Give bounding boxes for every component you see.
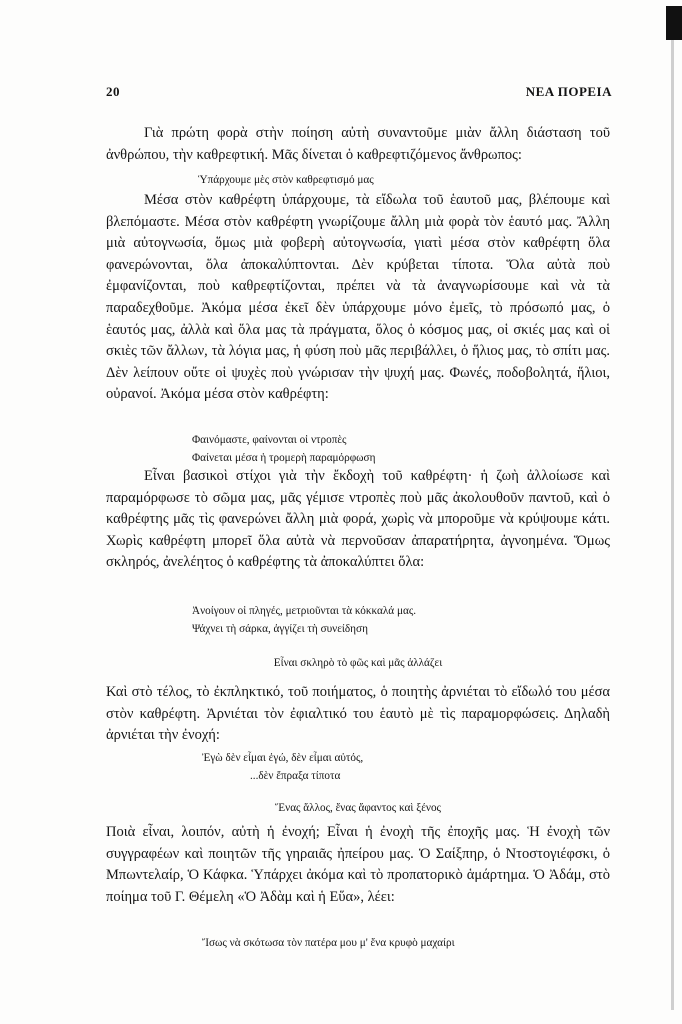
scan-edge-mark bbox=[666, 6, 682, 40]
verse-line: Ἴσως νὰ σκότωσα τὸν πατέρα μου μ' ἕνα κρυφὸ μαχαίρι bbox=[202, 937, 455, 949]
verse-line: Εἶναι σκληρὸ τὸ φῶς καὶ μᾶς ἀλλάζει bbox=[273, 657, 443, 669]
page-number: 20 bbox=[106, 84, 120, 99]
verse-quote-1 bbox=[106, 172, 610, 190]
paragraph-1: Γιὰ πρώτη φορὰ στὴν ποίηση αὐτὴ συναντοῦμε μιὰν ἄλλη διάσταση τοῦ ἀνθρώπου, τὴν καθρεφτική. Μᾶς δίνεται ὁ καθρεφτιζόμενος ἄνθρωπος: bbox=[106, 125, 610, 163]
verse-line: Ἕνας ἄλλος, ἕνας ἄφαντος καὶ ξένος bbox=[275, 802, 441, 814]
scan-edge-shadow bbox=[671, 40, 674, 1010]
paragraph-5: Ποιὰ εἶναι, λοιπόν, αὐτὴ ἡ ἐνοχή; Εἶναι ἡ ἐνοχὴ τῆς ἐποχῆς μας. Ἡ ἐνοχὴ τῶν συγγραφέων καὶ ποιητῶν τῆς γηραιᾶς ἠπείρου μας. Ὁ Σαίξπηρ, ὁ Ντοστογιέφσκι, ὁ Μπωντελαίρ, Ὁ Κάφκα. Ὑπάρχει ἀκόμα καὶ τὸ προπατορικὸ ἁμάρτημα. Ὁ Ἀδάμ, στὸ ποίημα τοῦ Γ. Θέμελη «Ὁ Ἀδὰμ καὶ ἡ Εὕα», λέει: bbox=[106, 824, 610, 905]
verse-quote-7 bbox=[106, 935, 610, 953]
verse-line: Φαίνεται μέσα ἡ τρομερὴ παραμόρφωση bbox=[192, 451, 376, 464]
verse-quote-2 bbox=[106, 432, 610, 467]
verse-line: Ψάχνει τὴ σάρκα, ἀγγίζει τὴ συνείδηση bbox=[192, 622, 368, 635]
verse-line: Φαινόμαστε, φαίνονται οἱ ντροπὲς bbox=[192, 434, 347, 446]
paragraph-3: Εἶναι βασικοὶ στίχοι γιὰ τὴν ἔκδοχὴ τοῦ καθρέφτη· ἡ ζωὴ ἀλλοίωσε καὶ παραμόρφωσε τὸ σῶμα μας, μᾶς γέμισε ντροπὲς ποὺ μᾶς ἀκολουθοῦν παντοῦ, καὶ ὁ καθρέφτης μᾶς τὶς φανερώνει ἄλλη μιὰ φορά, χωρὶς νὰ μποροῦμε νὰ κρύψουμε κάτι. Χωρὶς καθρέφτη μπορεῖ ὅλα αὐτὰ νὰ περνοῦσαν ἀπαρατήρητα, ἀγνοημένα. Ὅμως σκληρός, ἀνελέητος ὁ καθρέφτης τὰ ἀποκαλύπτει ὅλα: bbox=[106, 468, 610, 571]
verse-line: ...δὲν ἔπραξα τίποτα bbox=[250, 769, 341, 782]
verse-quote-6 bbox=[106, 800, 610, 818]
paragraph-4: Καὶ στὸ τέλος, τὸ ἐκπληκτικό, τοῦ ποιήματος, ὁ ποιητὴς ἀρνιέται τὸ εἴδωλό του μέσα στὸν καθρέφτη. Ἀρνιέται τὸν ἐφιαλτικό του ἑαυτὸ μὲ τὶς παραμορφώσεις. Δηλαδὴ ἀρνιέται τὴν ἐνοχή: bbox=[106, 684, 610, 744]
paragraph-2: Μέσα στὸν καθρέφτη ὑπάρχουμε, τὰ εἴδωλα τοῦ ἑαυτοῦ μας, βλέπουμε καὶ βλεπόμαστε. Μέσα στὸν καθρέφτη γνωρίζουμε ἄλλη μιὰ φορὰ τὸν ἑαυτό μας. Ἄλλη μιὰ αὐτογνωσία, ὅμως μιὰ φοβερὴ αὐτογνωσία, γιατὶ μέσα στὸν καθρέφτη ὅλα φανερώνονται, ὅλα ἀποκαλύπτονται. Δὲν κρύβεται τίποτα. Ὅλα αὐτὰ ποὺ ἐμφανίζονται, ποὺ καθρεφτίζονται, πρέπει νὰ τὰ ἀναγνωρίσουμε καὶ νὰ τὰ παραδεχθοῦμε. Ἀκόμα μέσα ἐκεῖ δὲν ὑπάρχουμε μόνο ἐμεῖς, τὸ πρόσωπό μας, ὁ ἑαυτός μας, ἀλλὰ καὶ ὅλα μας τὰ πράγματα, ὅλος ὁ κόσμος μας, οἱ σκιές μας καὶ οἱ σκιὲς τῶν ἄλλων, τὰ λόγια μας, ἡ φύση ποὺ μᾶς περιβάλλει, ὁ ἥλιος μας, τὸ σπίτι μας. Δὲν λείπουν οὔτε οἱ ψυχὲς ποὺ γνώρισαν τὴν ψυχή μας. Φωνές, ποδοβολητά, ἥλιοι, οὐρανοί. Ἀκόμα μέσα στὸν καθρέφτη: bbox=[106, 192, 610, 403]
verse-quote-4 bbox=[106, 655, 610, 673]
verse-line: Ἐγὼ δὲν εἶμαι ἐγώ, δὲν εἶμαι αὐτός, bbox=[202, 752, 364, 764]
verse-quote-3 bbox=[106, 603, 610, 638]
verse-line: Ἀνοίγουν οἱ πληγές, μετριοῦνται τὰ κόκκαλά μας. bbox=[192, 605, 417, 617]
verse-quote-5 bbox=[106, 750, 610, 785]
running-title: ΝΕΑ ΠΟΡΕΙΑ bbox=[525, 84, 612, 99]
verse-line: Ὑπάρχουμε μὲς στὸν καθρεφτισμό μας bbox=[198, 174, 374, 186]
